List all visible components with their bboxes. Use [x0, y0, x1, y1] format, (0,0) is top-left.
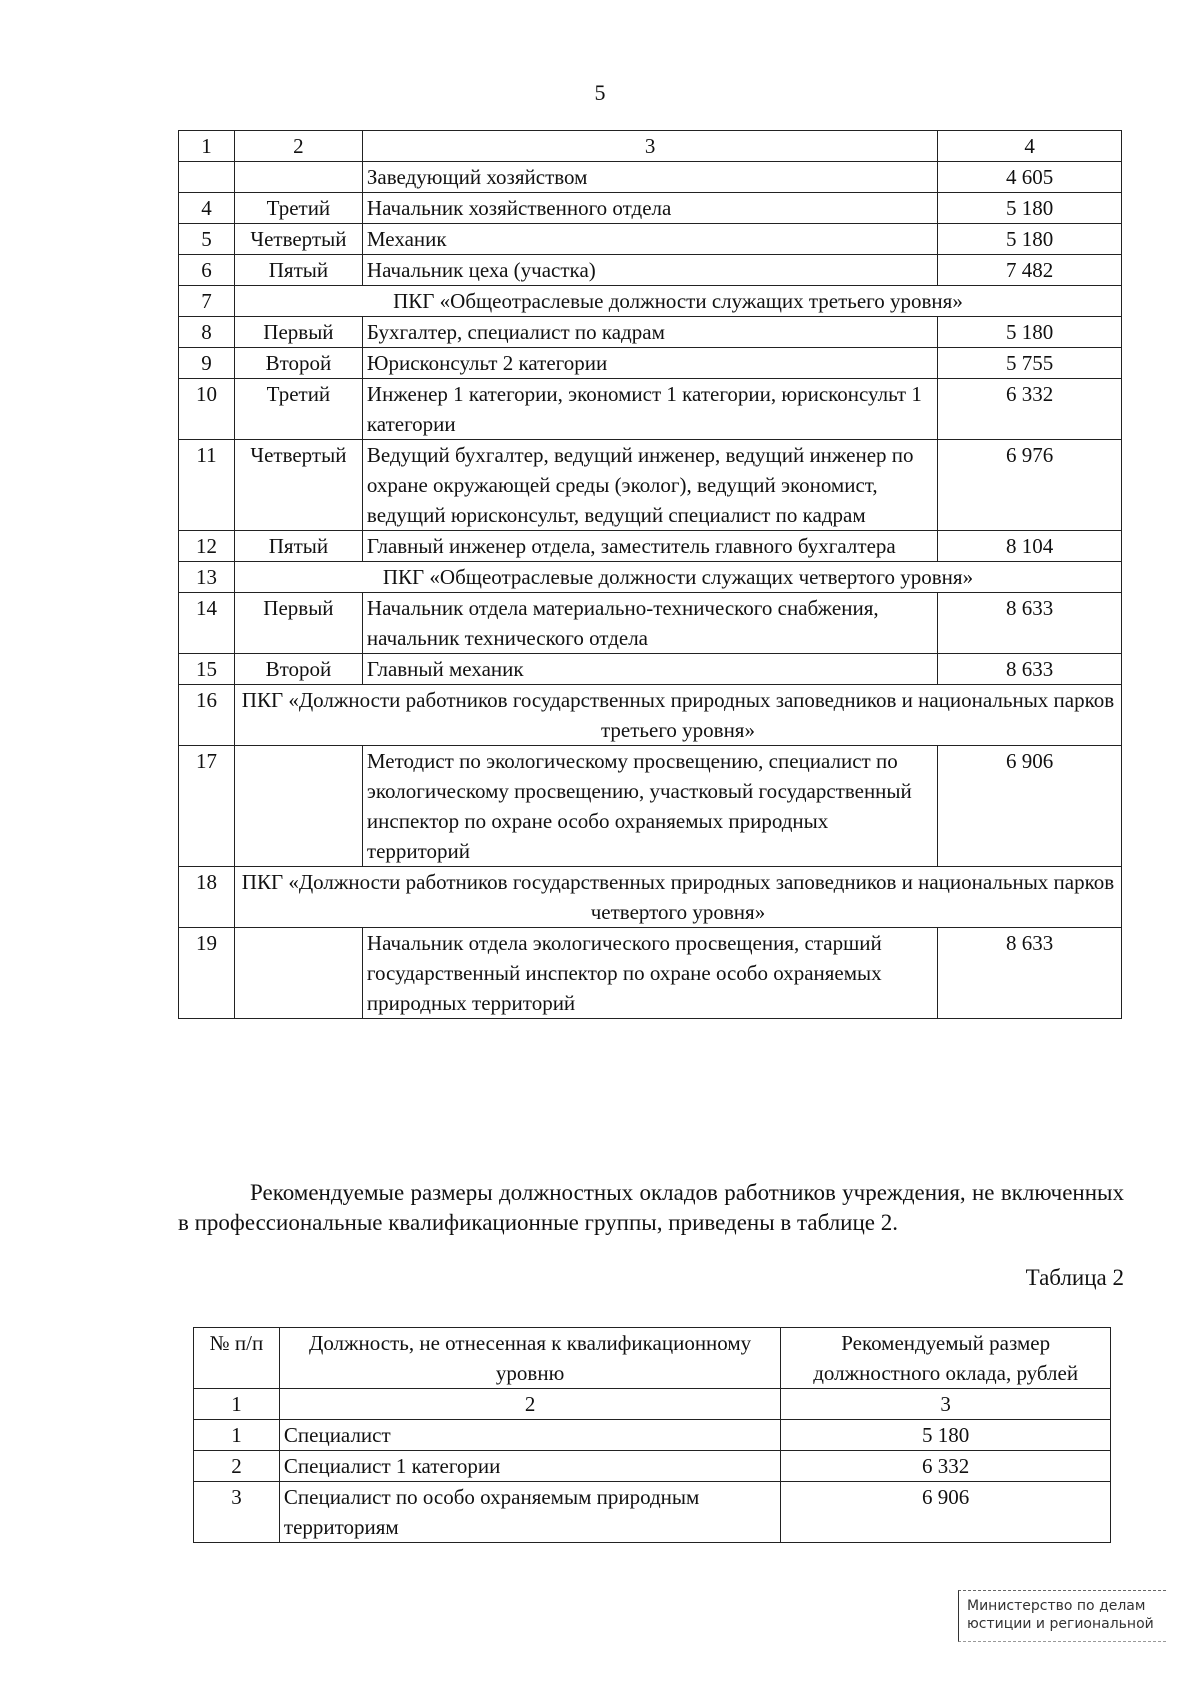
position-name: Главный инженер отдела, заместитель главного бухгалтера: [362, 531, 937, 562]
group-title: ПКГ «Должности работников государственных природных заповедников и национальных парков четвертого уровня»: [234, 867, 1121, 928]
qualification-level: Второй: [234, 654, 362, 685]
qualification-level: Третий: [234, 193, 362, 224]
salary-value: 8 633: [938, 593, 1122, 654]
group-title: ПКГ «Общеотраслевые должности служащих четвертого уровня»: [234, 562, 1121, 593]
position-name: Бухгалтер, специалист по кадрам: [362, 317, 937, 348]
table2-header-cell: Должность, не отнесенная к квалификационному уровню: [279, 1328, 780, 1389]
table1-header-cell: 2: [234, 131, 362, 162]
table-row: [179, 317, 1122, 348]
position-name: Методист по экологическому просвещению, специалист по экологическому просвещению, участковый государственный инспектор по охране особо охраняемых природных территорий: [362, 746, 937, 867]
table2-header-cell: № п/п: [194, 1328, 280, 1389]
salary-value: 5 180: [938, 317, 1122, 348]
ministry-stamp: [958, 1590, 1166, 1642]
page-number: 5: [594, 80, 606, 105]
salary-value: 8 633: [938, 654, 1122, 685]
position-name: Начальник отдела экологического просвещения, старший государственный инспектор по охране особо охраняемых природных территорий: [362, 928, 937, 1019]
row-number: 18: [179, 867, 235, 928]
body-paragraph: Рекомендуемые размеры должностных окладов работников учреждения, не включенных в профессиональные квалификационные группы, приведены в таблице 2.: [178, 1180, 1124, 1235]
table2-colnum-cell: 3: [781, 1389, 1111, 1420]
qualification-level: [234, 162, 362, 193]
position-name: Специалист: [279, 1420, 780, 1451]
position-name: Юрисконсульт 2 категории: [362, 348, 937, 379]
table-row: [194, 1420, 1111, 1451]
qualification-level: Четвертый: [234, 224, 362, 255]
stamp-line: Министерство по делам: [967, 1598, 1146, 1614]
position-name: Начальник отдела материально-технического снабжения, начальник технического отдела: [362, 593, 937, 654]
salary-value: 6 332: [938, 379, 1122, 440]
row-number: 19: [179, 928, 235, 1019]
table-row: [179, 531, 1122, 562]
qualification-level: Первый: [234, 317, 362, 348]
table-group-row: [179, 867, 1122, 928]
qualification-level: Третий: [234, 379, 362, 440]
table2-header-cell: Рекомендуемый размер должностного оклада, рублей: [781, 1328, 1111, 1389]
row-number: 4: [179, 193, 235, 224]
row-number: 14: [179, 593, 235, 654]
table-row: [194, 1482, 1111, 1543]
salary-value: 4 605: [938, 162, 1122, 193]
table-row: [179, 348, 1122, 379]
qualification-level: [234, 746, 362, 867]
salary-value: 5 755: [938, 348, 1122, 379]
row-number: 17: [179, 746, 235, 867]
table-row: [179, 193, 1122, 224]
qualification-level: Второй: [234, 348, 362, 379]
salary-value: 5 180: [938, 193, 1122, 224]
position-name: Начальник цеха (участка): [362, 255, 937, 286]
salary-table-2: [193, 1327, 1111, 1543]
position-name: Ведущий бухгалтер, ведущий инженер, ведущий инженер по охране окружающей среды (эколог), ведущий экономист, ведущий юрисконсульт, ведущий специалист по кадрам: [362, 440, 937, 531]
row-number: 3: [194, 1482, 280, 1543]
row-number: 12: [179, 531, 235, 562]
salary-value: 5 180: [938, 224, 1122, 255]
table-row: [179, 255, 1122, 286]
group-title: ПКГ «Должности работников государственных природных заповедников и национальных парков третьего уровня»: [234, 685, 1121, 746]
salary-value: 6 976: [938, 440, 1122, 531]
salary-value: 8 104: [938, 531, 1122, 562]
position-name: Главный механик: [362, 654, 937, 685]
table2-caption: Таблица 2: [1025, 1265, 1124, 1290]
qualification-level: Пятый: [234, 255, 362, 286]
row-number: 7: [179, 286, 235, 317]
row-number: 15: [179, 654, 235, 685]
row-number: 11: [179, 440, 235, 531]
salary-value: 6 332: [781, 1451, 1111, 1482]
table-group-row: [179, 562, 1122, 593]
row-number: 2: [194, 1451, 280, 1482]
table-row: [179, 654, 1122, 685]
table-row: [179, 162, 1122, 193]
row-number: 5: [179, 224, 235, 255]
table-row: [179, 746, 1122, 867]
table-row: [179, 440, 1122, 531]
salary-value: 6 906: [938, 746, 1122, 867]
table1-header-cell: 1: [179, 131, 235, 162]
position-name: Специалист по особо охраняемым природным территориям: [279, 1482, 780, 1543]
qualification-level: [234, 928, 362, 1019]
table2-colnum-row: [194, 1389, 1111, 1420]
row-number: 6: [179, 255, 235, 286]
table-row: [179, 224, 1122, 255]
table-row: [179, 379, 1122, 440]
salary-value: 8 633: [938, 928, 1122, 1019]
table-row: [194, 1451, 1111, 1482]
row-number: 8: [179, 317, 235, 348]
position-name: Инженер 1 категории, экономист 1 категории, юрисконсульт 1 категории: [362, 379, 937, 440]
row-number: [179, 162, 235, 193]
row-number: 16: [179, 685, 235, 746]
table1-header-row: [179, 131, 1122, 162]
table-group-row: [179, 286, 1122, 317]
table-row: [179, 593, 1122, 654]
table-group-row: [179, 685, 1122, 746]
salary-table-1: [178, 130, 1122, 1019]
table2-colnum-cell: 1: [194, 1389, 280, 1420]
position-name: Заведующий хозяйством: [362, 162, 937, 193]
table1-header-cell: 3: [362, 131, 937, 162]
row-number: 9: [179, 348, 235, 379]
salary-value: 5 180: [781, 1420, 1111, 1451]
stamp-line: юстиции и региональной: [967, 1616, 1154, 1632]
salary-value: 7 482: [938, 255, 1122, 286]
group-title: ПКГ «Общеотраслевые должности служащих третьего уровня»: [234, 286, 1121, 317]
qualification-level: Первый: [234, 593, 362, 654]
row-number: 1: [194, 1420, 280, 1451]
row-number: 10: [179, 379, 235, 440]
qualification-level: Пятый: [234, 531, 362, 562]
position-name: Специалист 1 категории: [279, 1451, 780, 1482]
qualification-level: Четвертый: [234, 440, 362, 531]
position-name: Механик: [362, 224, 937, 255]
table2-header-row: [194, 1328, 1111, 1389]
table2-colnum-cell: 2: [279, 1389, 780, 1420]
salary-value: 6 906: [781, 1482, 1111, 1543]
table1-header-cell: 4: [938, 131, 1122, 162]
position-name: Начальник хозяйственного отдела: [362, 193, 937, 224]
row-number: 13: [179, 562, 235, 593]
table-row: [179, 928, 1122, 1019]
